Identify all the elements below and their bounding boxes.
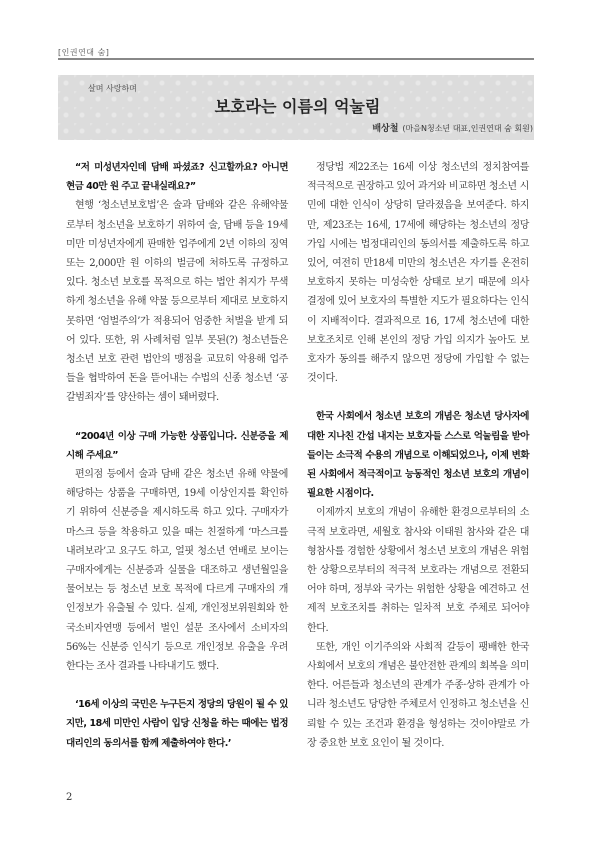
section-kicker: 살며 사랑하며: [88, 84, 137, 93]
byline: [372, 121, 533, 134]
lead-quote-1: “저 미성년자인데 담배 파셨죠? 신고할까요? 아니면 현금 40만 원 주고 끝내실래요?”: [66, 162, 288, 193]
author-note: (마을N청소년 대표,인권연대 숨 회원): [402, 124, 533, 133]
body-paragraph: 이제까지 보호의 개념이 유해한 환경으로부터의 소극적 보호라면, 세월호 참사와 이태원 참사와 같은 대형참사를 경험한 상황에서 청소년 보호의 개념은 위험한 상황으로부터의 적극적 보호라는 개념으로 전환되어야 하며, 정부와 국가는 위험한 상황을 예견하고 선제적 보호조치를 취하는 일차적 보호 주체로 되어야 한다.: [307, 507, 529, 634]
article-title: 보호라는 이름의 억눌림: [214, 97, 381, 116]
body-paragraph: 현행 ‘청소년보호법’은 술과 담배와 같은 유해약물로부터 청소년을 보호하기 위하여 술, 담배 등을 19세 미만 미성년자에게 판매한 업주에게 2년 이하의 징역 또는 2,000만 원 이하의 벌금에 처하도록 규정하고 있다. 청소년 보호를 목적으로 하는 법안 취지가 무색하게 청소년을 유해 약물 등으로부터 제대로 보호하지 못하면 ‘엄벌주의’가 적용되어 엄중한 처벌을 받게 되어 있다. 또한, 위 사례처럼 일부 못된(?) 청소년들은 청소년 보호 관련 법안의 맹점을 교묘히 악용해 업주들을 협박하여 돈을 뜯어내는 수법의 신종 청소년 ‘공갈범죄자’를 양산하는 셈이 돼버렸다.: [66, 200, 288, 404]
author-name: 배상철: [372, 124, 399, 134]
header-divider: [58, 58, 534, 60]
left-column: [66, 158, 288, 753]
lead-quote-3: ‘16세 이상의 국민은 누구든지 정당의 당원이 될 수 있지만, 18세 미만인 사람이 입당 신청을 하는 때에는 법정대리인의 동의서를 함께 제출하여야 한다.’: [66, 699, 288, 749]
body-paragraph: 정당법 제22조는 16세 이상 청소년의 정치참여를 적극적으로 권장하고 있어 과거와 비교하면 청소년 시민에 대한 인식이 상당히 달라졌음을 보여준다. 하지만, 제23조는 16세, 17세에 해당하는 청소년의 정당 가입 시에는 법정대리인의 동의서를 제출하도록 하고 있어, 여전히 만18세 미만의 청소년은 자기를 온전히 보호하지 못하는 미성숙한 상태로 보기 때문에 의사 결정에 있어 보호자의 특별한 지도가 필요하다는 인식이 지배적이다. 결과적으로 16, 17세 청소년에 대한 보호조치로 인해 본인의 정당 가입 의지가 높아도 보호자가 동의를 해주지 않으면 정당에 가입할 수 없는 것이다.: [307, 162, 529, 385]
right-column: [307, 158, 529, 753]
page-number: 2: [66, 792, 73, 803]
body-paragraph: 또한, 개인 이기주의와 사회적 갈등이 팽배한 한국 사회에서 보호의 개념은 불안전한 관계의 회복을 의미한다. 어른들과 청소년의 관계가 주종·상하 관계가 아니라 청소년도 당당한 주체로서 인정하고 청소년을 신뢰할 수 있는 조건과 환경을 형성하는 것이야말로 가장 중요한 보호 요인이 될 것이다.: [307, 641, 529, 749]
publication-label: [인권연대 숨]: [58, 48, 110, 57]
lead-statement: 한국 사회에서 청소년 보호의 개념은 청소년 당사자에 대한 지나친 간섭 내지는 보호자들 스스로 억눌림을 받아들이는 소극적 수용의 개념으로 이해되었으나, 이제 변화된 사회에서 적극적이고 능동적인 청소년 보호의 개념이 필요한 시점이다.: [307, 411, 529, 500]
body-paragraph: 편의점 등에서 술과 담배 같은 청소년 유해 약물에 해당하는 상품을 구매하면, 19세 이상인지를 확인하기 위하여 신분증을 제시하도록 하고 있다. 구매자가 마스크 등을 착용하고 있을 때는 친절하게 ‘마스크를 내려보라’고 요구도 하고, 얼핏 청소년 연배로 보이는 구매자에게는 신분증과 실물을 대조하고 생년월일을 물어보는 등 청소년 보호 목적에 다르게 구매자의 개인정보가 유출될 수 있다. 실제, 개인정보위원회와 한국소비자연맹 등에서 벌인 설문 조사에서 소비자의 56%는 신분증 인식기 등으로 개인정보 유출을 우려한다는 조사 결과를 나타내기도 했다.: [66, 469, 288, 673]
lead-quote-2: “2004년 이상 구매 가능한 상품입니다. 신분증을 제시해 주세요”: [66, 430, 288, 461]
